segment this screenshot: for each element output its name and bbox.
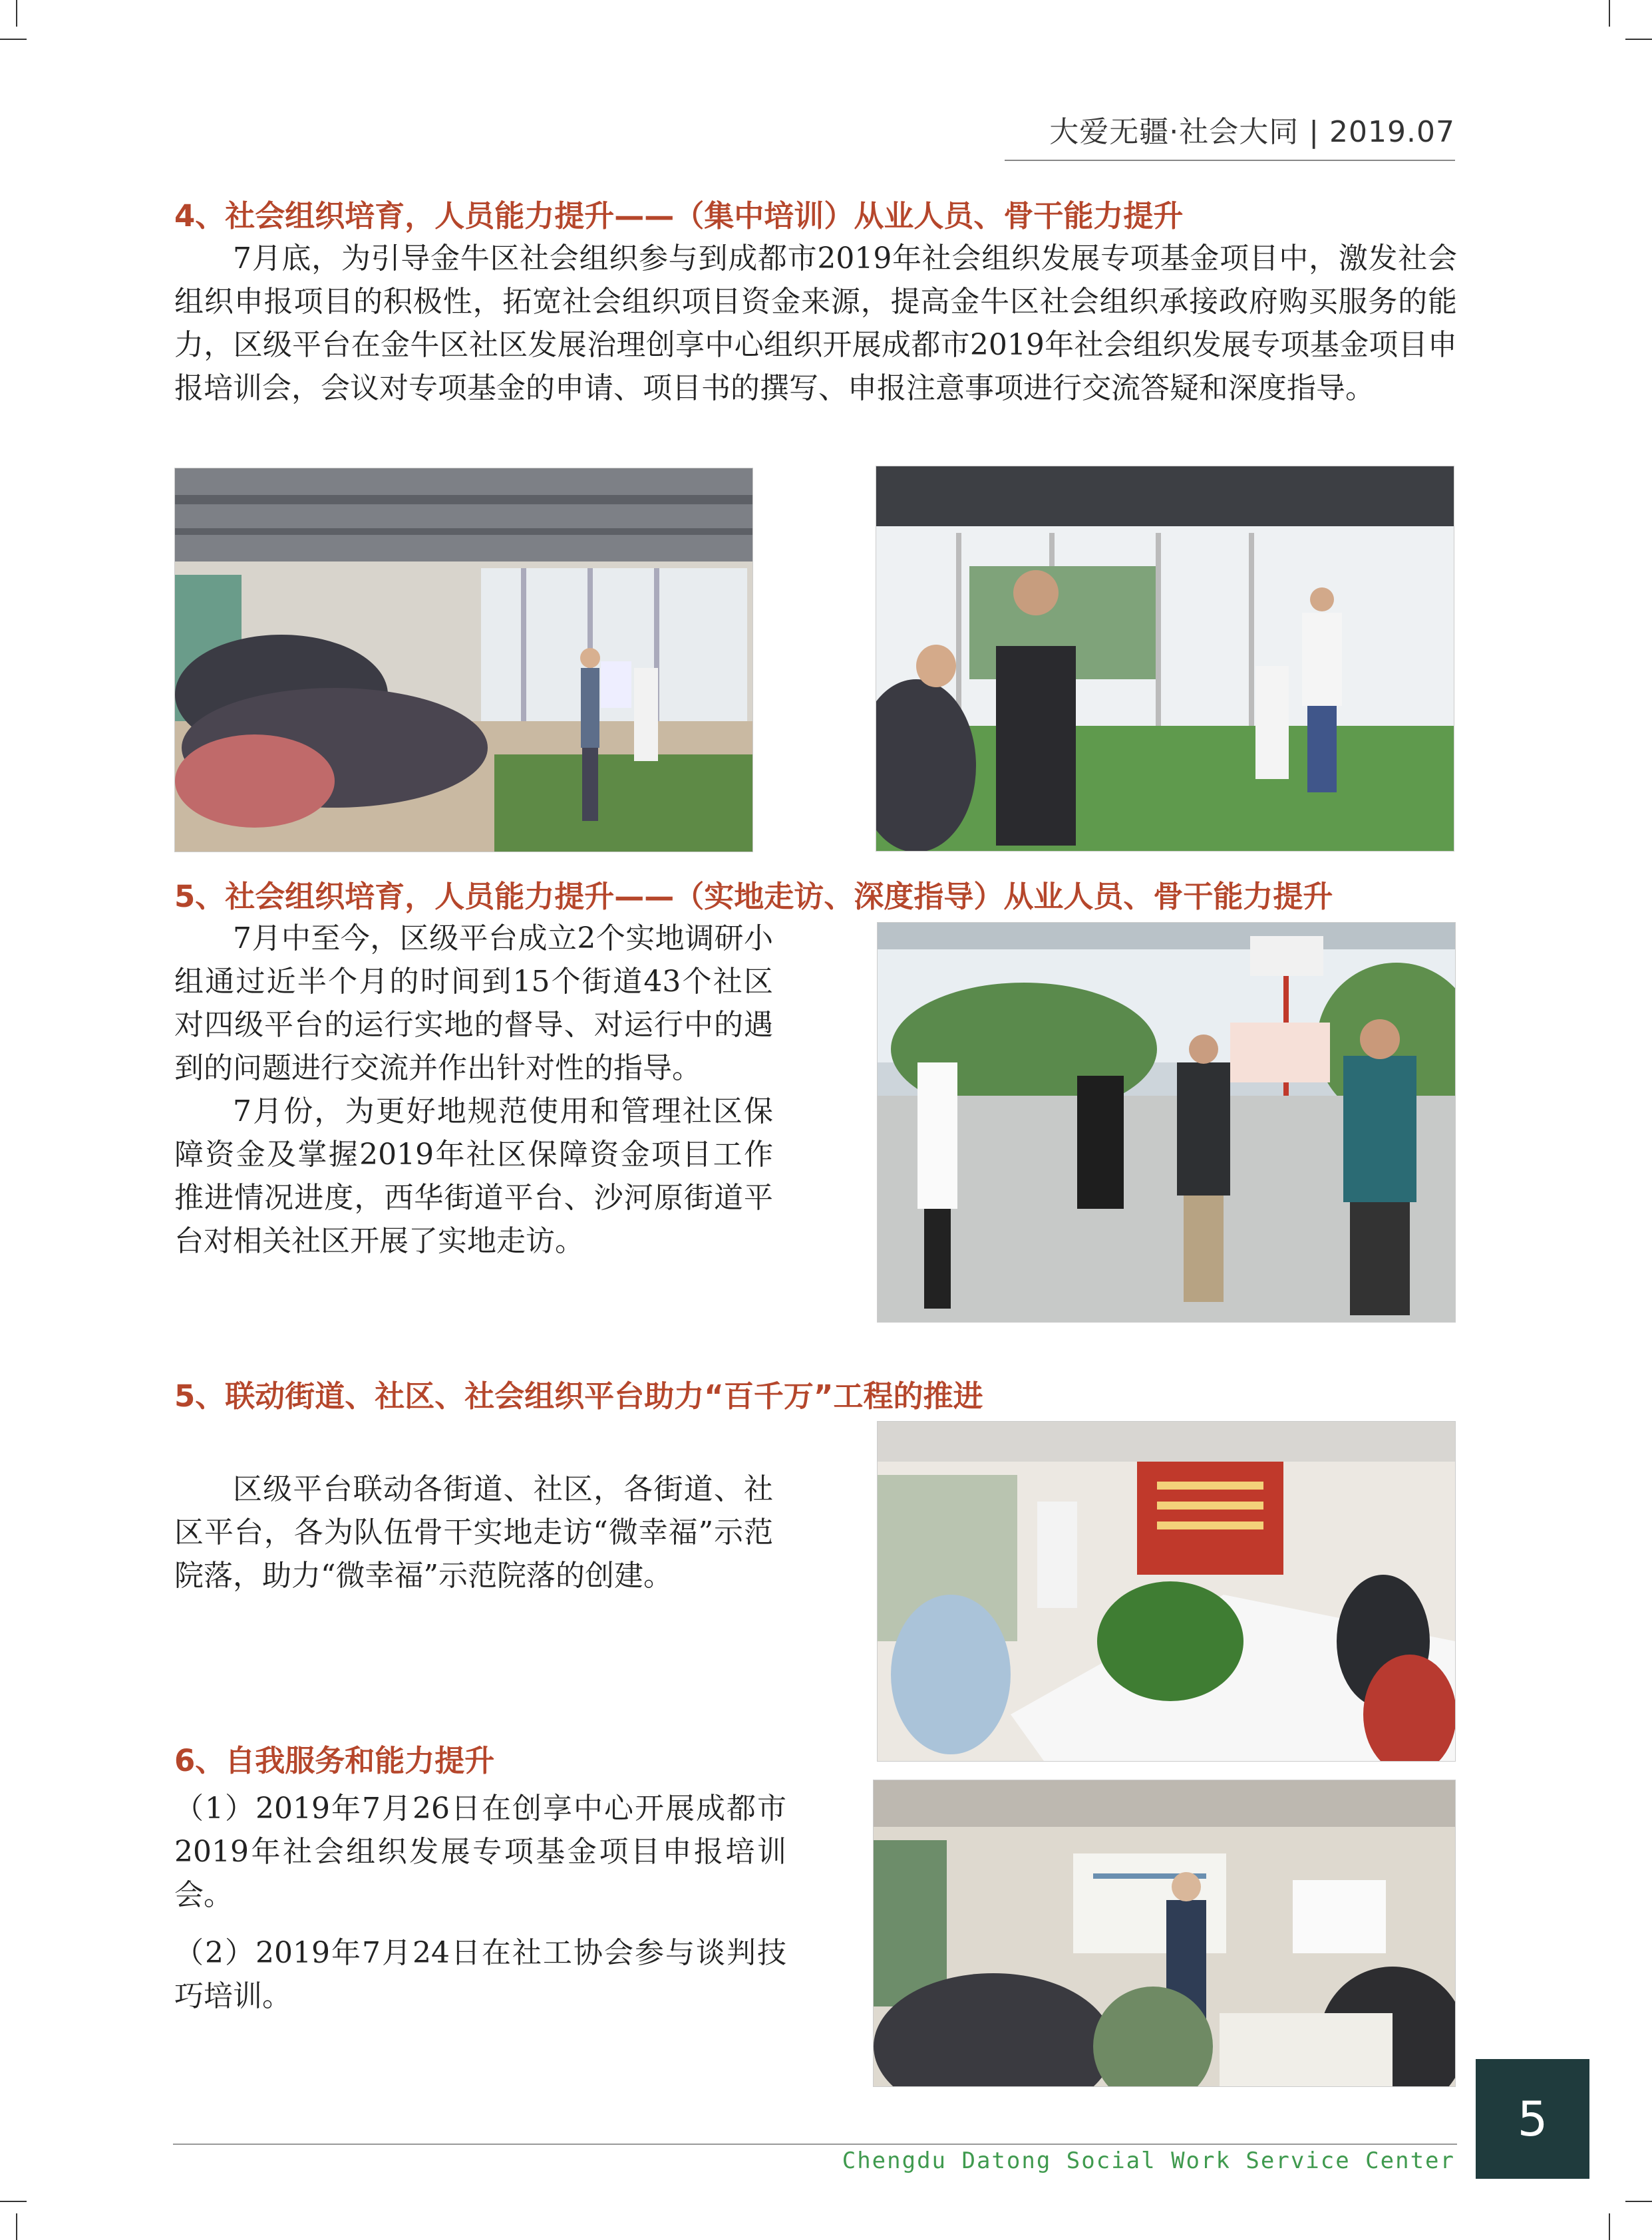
field-visit-photo	[877, 922, 1456, 1323]
section-body	[174, 237, 1457, 410]
speakers-photo	[876, 466, 1454, 852]
crop-mark	[0, 2201, 27, 2202]
running-header: 大爱无疆·社会大同 | 2019.07	[1049, 115, 1455, 149]
crop-mark	[1609, 2213, 1610, 2240]
section-body	[174, 1787, 786, 2018]
crop-mark	[0, 39, 27, 40]
section-body	[174, 917, 773, 1263]
paragraph: 7月底，为引导金牛区社会组织参与到成都市2019年社会组织发展专项基金项目中，激发社会组织申报项目的积极性，拓宽社会组织项目资金来源，提高金牛区社会组织承接政府购买服务的能力，区级平台在金牛区社区发展治理创享中心组织开展成都市2019年社会组织发展专项基金项目申报培训会，会议对专项基金的申请、项目书的撰写、申报注意事项进行交流答疑和深度指导。	[174, 241, 1457, 405]
crop-mark	[16, 0, 17, 27]
footer-organization: Chengdu Datong Social Work Service Center	[842, 2148, 1455, 2174]
paragraph: 7月份，为更好地规范使用和管理社区保障资金及掌握2019年社区保障资金项目工作推进情况进度，西华街道平台、沙河原街道平台对相关社区开展了实地走访。	[174, 1094, 773, 1258]
crop-mark	[16, 2213, 17, 2240]
footer-rule	[173, 2144, 1457, 2145]
meeting-photo	[877, 1421, 1456, 1762]
classroom-training-photo	[873, 1780, 1456, 2087]
header-rule	[1005, 160, 1455, 161]
crop-mark	[1625, 2201, 1652, 2202]
section-heading: 4、社会组织培育，人员能力提升——（集中培训）从业人员、骨干能力提升	[174, 198, 1184, 234]
section-heading: 6、自我服务和能力提升	[174, 1743, 495, 1778]
page-number: 5	[1476, 2059, 1589, 2179]
section-heading: 5、社会组织培育，人员能力提升——（实地走访、深度指导）从业人员、骨干能力提升	[174, 879, 1333, 914]
section-heading: 5、联动街道、社区、社会组织平台助力“百千万”工程的推进	[174, 1378, 983, 1414]
training-audience-photo	[174, 468, 753, 852]
crop-mark	[1609, 0, 1610, 27]
paragraph: （1）2019年7月26日在创享中心开展成都市2019年社会组织发展专项基金项目申报培训会。	[174, 1792, 786, 1912]
paragraph: 区级平台联动各街道、社区，各街道、社区平台，各为队伍骨干实地走访“微幸福”示范院落，助力“微幸福”示范院落的创建。	[174, 1472, 773, 1593]
crop-mark	[1625, 39, 1652, 40]
paragraph: 7月中至今，区级平台成立2个实地调研小组通过近半个月的时间到15个街道43个社区对四级平台的运行实地的督导、对运行中的遇到的问题进行交流并作出针对性的指导。	[174, 921, 773, 1085]
section-body	[174, 1468, 773, 1597]
paragraph: （2）2019年7月24日在社工协会参与谈判技巧培训。	[174, 1936, 786, 2013]
